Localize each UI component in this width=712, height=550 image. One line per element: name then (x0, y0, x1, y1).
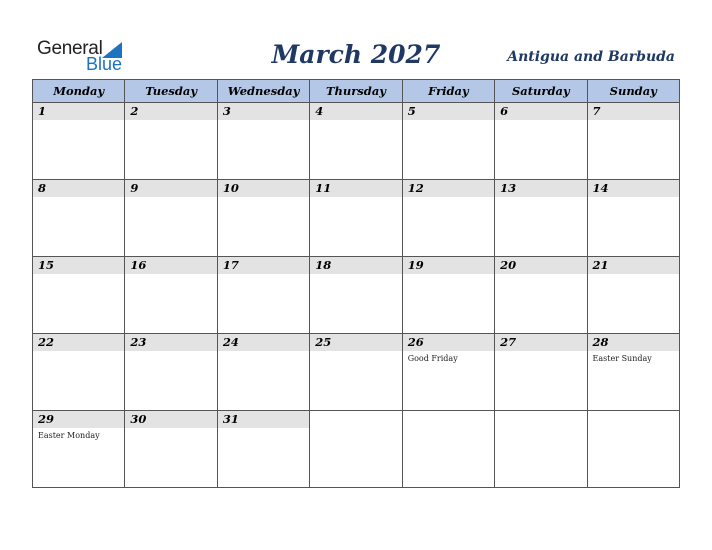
calendar-day-cell (125, 257, 217, 334)
calendar-day-cell (125, 103, 217, 180)
calendar-day-cell (217, 257, 309, 334)
calendar-day-cell (217, 334, 309, 411)
calendar-day-cell (33, 257, 125, 334)
day-number: 16 (130, 258, 147, 272)
holiday-label: Easter Monday (38, 431, 100, 440)
day-number: 10 (222, 181, 239, 195)
day-number: 25 (315, 335, 332, 349)
calendar-day-cell (217, 103, 309, 180)
calendar-day-cell (495, 257, 587, 334)
calendar-day-cell (587, 103, 679, 180)
calendar-day-cell (33, 103, 125, 180)
date-band (33, 103, 124, 120)
day-number: 1 (38, 104, 47, 118)
day-number: 11 (315, 181, 332, 195)
calendar-day-cell (495, 180, 587, 257)
day-number: 12 (407, 181, 424, 195)
date-band (33, 180, 124, 197)
weekday-wednesday: Wednesday (217, 80, 309, 103)
day-number: 18 (315, 258, 332, 272)
day-number: 6 (500, 104, 509, 118)
calendar-day-cell (495, 103, 587, 180)
day-number: 23 (130, 335, 147, 349)
calendar-day-cell (33, 411, 125, 488)
calendar-week-row (33, 334, 680, 411)
country-name: Antigua and Barbuda (507, 49, 675, 65)
calendar-day-cell (33, 334, 125, 411)
calendar-day-cell (217, 180, 309, 257)
calendar-week-row (33, 411, 680, 488)
weekday-header-row (33, 80, 680, 103)
day-number: 3 (222, 104, 231, 118)
weekday-saturday: Saturday (495, 80, 587, 103)
calendar-day-cell (125, 334, 217, 411)
day-number: 13 (500, 181, 517, 195)
day-number: 24 (222, 335, 239, 349)
day-number: 7 (592, 104, 601, 118)
holiday-label: Easter Sunday (592, 354, 652, 363)
day-number: 26 (407, 335, 424, 349)
weekday-tuesday: Tuesday (125, 80, 217, 103)
day-number: 30 (130, 412, 147, 426)
logo-text-blue: Blue (86, 54, 123, 74)
weekday-monday: Monday (33, 80, 125, 103)
day-number: 4 (315, 104, 324, 118)
calendar-day-cell (33, 180, 125, 257)
calendar-day-cell (310, 103, 402, 180)
calendar-day-cell (125, 411, 217, 488)
calendar-day-cell (402, 411, 494, 488)
calendar-day-cell (495, 334, 587, 411)
calendar-day-cell (402, 257, 494, 334)
day-number: 15 (38, 258, 55, 272)
weekday-thursday: Thursday (310, 80, 402, 103)
day-number: 17 (222, 258, 239, 272)
day-number: 21 (592, 258, 609, 272)
calendar-week-row (33, 257, 680, 334)
date-band (495, 103, 586, 120)
day-number: 5 (407, 104, 416, 118)
calendar-day-cell (402, 334, 494, 411)
weekday-sunday: Sunday (587, 80, 679, 103)
day-number: 14 (592, 181, 609, 195)
date-band (403, 103, 494, 120)
day-number: 9 (130, 181, 139, 195)
page-title: March 2027 (271, 40, 441, 69)
calendar-day-cell (310, 411, 402, 488)
calendar-day-cell (587, 334, 679, 411)
calendar-day-cell (587, 411, 679, 488)
calendar-day-cell (402, 180, 494, 257)
calendar-day-cell (587, 257, 679, 334)
calendar-grid (32, 79, 680, 488)
calendar-day-cell (402, 103, 494, 180)
day-number: 27 (500, 335, 517, 349)
calendar-day-cell (587, 180, 679, 257)
day-number: 19 (407, 258, 424, 272)
date-band (310, 103, 401, 120)
calendar-day-cell (310, 334, 402, 411)
day-number: 31 (222, 412, 239, 426)
calendar-day-cell (125, 180, 217, 257)
calendar-day-cell (217, 411, 309, 488)
date-band (125, 103, 216, 120)
holiday-label: Good Friday (407, 354, 458, 363)
day-number: 28 (592, 335, 609, 349)
date-band (588, 103, 679, 120)
day-number: 29 (38, 412, 55, 426)
day-number: 22 (38, 335, 55, 349)
day-number: 20 (500, 258, 517, 272)
calendar-week-row (33, 103, 680, 180)
day-number: 8 (38, 181, 47, 195)
logo-text-general: General (37, 38, 103, 59)
calendar-week-row (33, 180, 680, 257)
day-number: 2 (130, 104, 139, 118)
calendar-day-cell (310, 257, 402, 334)
weekday-friday: Friday (402, 80, 494, 103)
calendar-day-cell (495, 411, 587, 488)
date-band (218, 103, 309, 120)
date-band (125, 180, 216, 197)
calendar-day-cell (310, 180, 402, 257)
